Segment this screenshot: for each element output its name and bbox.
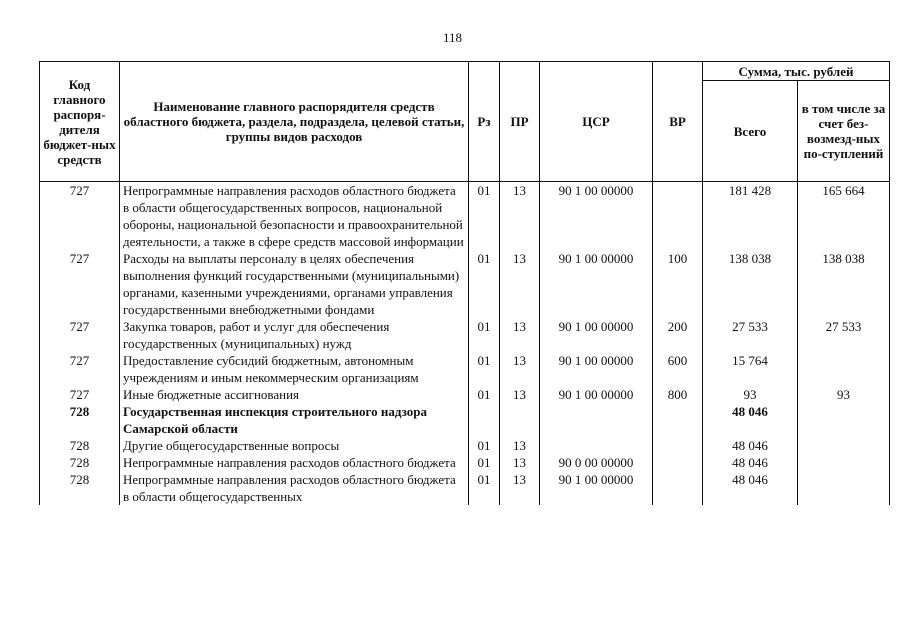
cell-including xyxy=(798,352,890,386)
cell-name: Закупка товаров, работ и услуг для обеспечения государственных (муниципальных) нужд xyxy=(120,318,469,352)
cell-rz xyxy=(469,403,500,437)
cell-code: 727 xyxy=(40,318,120,352)
cell-vr xyxy=(653,454,703,471)
cell-rz: 01 xyxy=(469,386,500,403)
cell-vr xyxy=(653,403,703,437)
table-row xyxy=(40,437,890,454)
cell-code: 727 xyxy=(40,250,120,318)
cell-including xyxy=(798,454,890,471)
cell-total: 48 046 xyxy=(703,471,798,505)
cell-including: 138 038 xyxy=(798,250,890,318)
header-vr: ВР xyxy=(653,62,703,182)
cell-including xyxy=(798,403,890,437)
cell-total: 93 xyxy=(703,386,798,403)
cell-vr: 100 xyxy=(653,250,703,318)
cell-csr: 90 1 00 00000 xyxy=(540,318,653,352)
cell-rz: 01 xyxy=(469,318,500,352)
cell-code: 728 xyxy=(40,403,120,437)
cell-vr: 200 xyxy=(653,318,703,352)
cell-vr: 800 xyxy=(653,386,703,403)
header-name: Наименование главного распорядителя средств областного бюджета, раздела, подраздела, целевой статьи, группы видов расходов xyxy=(120,62,469,182)
cell-including xyxy=(798,471,890,505)
cell-rz: 01 xyxy=(469,437,500,454)
header-csr: ЦСР xyxy=(540,62,653,182)
page-number: 118 xyxy=(442,30,463,45)
cell-csr xyxy=(540,437,653,454)
cell-csr: 90 1 00 00000 xyxy=(540,352,653,386)
cell-csr: 90 1 00 00000 xyxy=(540,471,653,505)
cell-total: 27 533 xyxy=(703,318,798,352)
table-body xyxy=(40,182,890,506)
table-row xyxy=(40,403,890,437)
table-row xyxy=(40,182,890,251)
cell-vr xyxy=(653,471,703,505)
cell-total: 138 038 xyxy=(703,250,798,318)
cell-name: Непрограммные направления расходов областного бюджета в области общегосударственных xyxy=(120,471,469,505)
cell-vr xyxy=(653,182,703,251)
cell-rz: 01 xyxy=(469,454,500,471)
cell-including: 27 533 xyxy=(798,318,890,352)
cell-name: Непрограммные направления расходов областного бюджета в области общегосударственных вопросов, национальной обороны, национальной безопасности и правоохранительной деятельности, а также в сфере средств массовой информации xyxy=(120,182,469,251)
table-row xyxy=(40,386,890,403)
cell-name: Расходы на выплаты персоналу в целях обеспечения выполнения функций государственными (муниципальными) органами, казенными учреждениями, органами управления государственными внебюджетными фондами xyxy=(120,250,469,318)
cell-code: 727 xyxy=(40,182,120,251)
cell-code: 728 xyxy=(40,471,120,505)
cell-csr: 90 0 00 00000 xyxy=(540,454,653,471)
table-row xyxy=(40,250,890,318)
cell-pr: 13 xyxy=(500,352,540,386)
header-sum-group: Сумма, тыс. рублей xyxy=(703,62,890,81)
header-rz: Рз xyxy=(469,62,500,182)
cell-pr: 13 xyxy=(500,471,540,505)
cell-pr: 13 xyxy=(500,454,540,471)
cell-name: Непрограммные направления расходов областного бюджета xyxy=(120,454,469,471)
cell-total: 181 428 xyxy=(703,182,798,251)
cell-code: 728 xyxy=(40,454,120,471)
cell-csr xyxy=(540,403,653,437)
cell-csr: 90 1 00 00000 xyxy=(540,182,653,251)
cell-including xyxy=(798,437,890,454)
cell-rz: 01 xyxy=(469,352,500,386)
cell-csr: 90 1 00 00000 xyxy=(540,250,653,318)
table-header xyxy=(40,62,890,182)
cell-name: Иные бюджетные ассигнования xyxy=(120,386,469,403)
cell-rz: 01 xyxy=(469,250,500,318)
cell-including: 165 664 xyxy=(798,182,890,251)
cell-total: 48 046 xyxy=(703,403,798,437)
cell-vr: 600 xyxy=(653,352,703,386)
cell-pr: 13 xyxy=(500,182,540,251)
cell-pr: 13 xyxy=(500,250,540,318)
cell-including: 93 xyxy=(798,386,890,403)
cell-total: 48 046 xyxy=(703,437,798,454)
cell-total: 15 764 xyxy=(703,352,798,386)
budget-table xyxy=(39,61,890,505)
cell-name: Другие общегосударственные вопросы xyxy=(120,437,469,454)
table-row xyxy=(40,454,890,471)
cell-name: Государственная инспекция строительного надзора Самарской области xyxy=(120,403,469,437)
cell-code: 727 xyxy=(40,352,120,386)
cell-code: 728 xyxy=(40,437,120,454)
cell-csr: 90 1 00 00000 xyxy=(540,386,653,403)
table-row xyxy=(40,352,890,386)
cell-vr xyxy=(653,437,703,454)
cell-total: 48 046 xyxy=(703,454,798,471)
header-total: Всего xyxy=(703,81,798,182)
header-including: в том числе за счет без-возмезд-ных по-ступлений xyxy=(798,81,890,182)
header-code: Код главного распоря-дителя бюджет-ных средств xyxy=(40,62,120,182)
cell-pr: 13 xyxy=(500,386,540,403)
header-pr: ПР xyxy=(500,62,540,182)
cell-rz: 01 xyxy=(469,471,500,505)
cell-pr: 13 xyxy=(500,437,540,454)
cell-pr xyxy=(500,403,540,437)
table-row xyxy=(40,471,890,505)
cell-pr: 13 xyxy=(500,318,540,352)
cell-name: Предоставление субсидий бюджетным, автономным учреждениям и иным некоммерческим организациям xyxy=(120,352,469,386)
cell-rz: 01 xyxy=(469,182,500,251)
table-row xyxy=(40,318,890,352)
cell-code: 727 xyxy=(40,386,120,403)
